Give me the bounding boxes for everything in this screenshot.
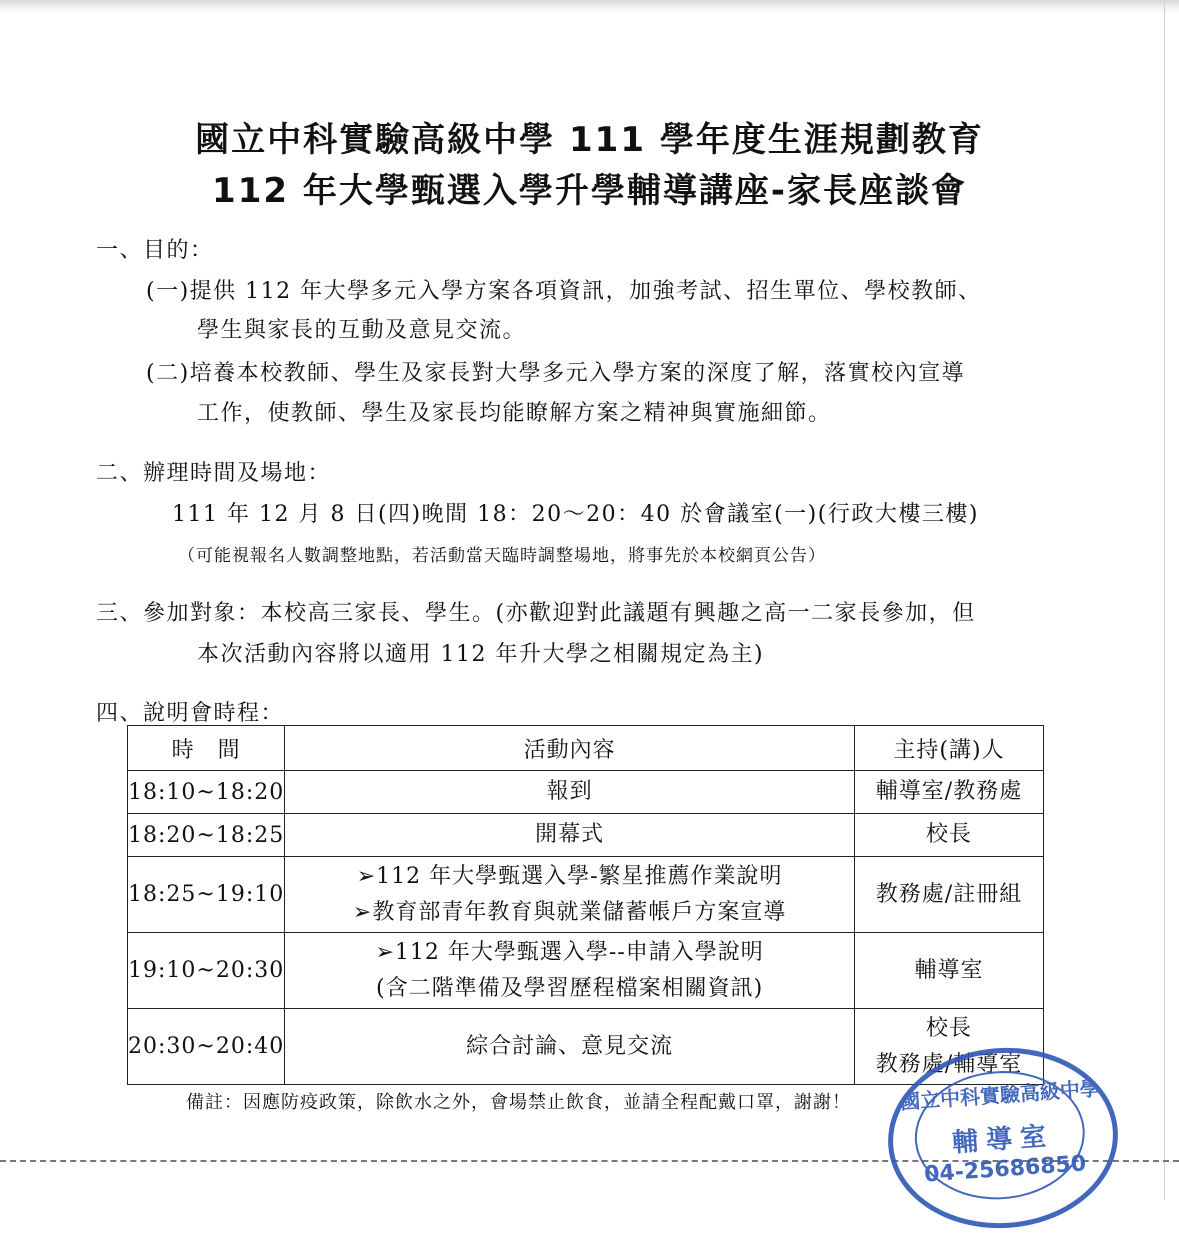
content-line: ➢教育部青年教育與就業儲蓄帳戶方案宣導 [352, 899, 787, 925]
section3-line1: 三、參加對象：本校高三家長、學生。(亦歡迎對此議題有興趣之高一二家長參加，但 [96, 601, 976, 626]
content-line: 綜合討論、意見交流 [466, 1033, 674, 1059]
stamp-org: 國立中科實驗高級中學 [899, 1076, 1101, 1115]
purpose-item1-line1: (一)提供 112 年大學多元入學方案各項資訊，加強考試、招生單位、學校教師、 [146, 279, 982, 304]
host-line: 校長 [925, 1015, 972, 1041]
content-line: (含二階準備及學習歷程檔案相關資訊) [376, 975, 764, 1001]
scan-edge [0, 0, 1179, 14]
row-content [285, 814, 855, 857]
row-host [855, 933, 1044, 1009]
host-line: 校長 [925, 822, 972, 847]
host-line: 輔導室 [914, 957, 984, 983]
row-host [855, 814, 1044, 857]
row-time: 18:10~18:20 [128, 771, 285, 814]
table-row [128, 771, 1044, 814]
row-content [285, 857, 855, 933]
section3-line2: 本次活動內容將以適用 112 年升大學之相關規定為主) [197, 642, 765, 667]
section2-heading: 二、辦理時間及場地： [96, 461, 332, 486]
header-host: 主持(講)人 [855, 726, 1044, 771]
host-line: 教務處/輔導室 [875, 1051, 1023, 1077]
section4-heading: 四、說明會時程： [96, 701, 285, 726]
row-time: 20:30~20:40 [128, 1009, 285, 1085]
event-datetime: 111 年 12 月 8 日(四)晚間 18：20～20：40 於會議室(一)(行政大樓三樓) [172, 502, 979, 527]
row-host [855, 857, 1044, 933]
remark-note: 備註：因應防疫政策，除飲水之外，會場禁止飲食，並請全程配戴口罩，謝謝！ [186, 1092, 851, 1113]
row-time: 18:25~19:10 [128, 857, 285, 933]
row-content [285, 933, 855, 1009]
header-time: 時 間 [128, 726, 285, 771]
table-row [128, 814, 1044, 857]
header-content: 活動內容 [285, 726, 855, 771]
document-title-line2: 112 年大學甄選入學升學輔導講座-家長座談會 [212, 171, 967, 211]
row-time: 19:10~20:30 [128, 933, 285, 1009]
schedule-table [127, 725, 1044, 1085]
purpose-item2-line2: 工作，使教師、學生及家長均能瞭解方案之精神與實施細節。 [197, 401, 832, 426]
row-time: 18:20~18:25 [128, 814, 285, 857]
purpose-item2-line1: (二)培養本校教師、學生及家長對大學多元入學方案的深度了解，落實校內宣導 [146, 361, 966, 386]
host-line: 輔導室/教務處 [875, 779, 1023, 804]
table-row [128, 1009, 1044, 1085]
document-title-line1: 國立中科實驗高級中學 111 學年度生涯規劃教育 [195, 120, 984, 160]
section1-heading: 一、目的： [96, 238, 214, 263]
stamp-dept: 輔導室 [951, 1121, 1056, 1159]
content-line: 開幕式 [535, 822, 605, 847]
stamp-phone: 04-25686850 [923, 1151, 1087, 1188]
venue-note: （可能視報名人數調整地點，若活動當天臨時調整場地，將事先於本校網頁公告） [178, 546, 826, 566]
row-content [285, 771, 855, 814]
table-row [128, 933, 1044, 1009]
content-line: 報到 [546, 779, 593, 804]
content-line: ➢112 年大學甄選入學-繁星推薦作業說明 [356, 863, 783, 889]
content-line: ➢112 年大學甄選入學--申請入學說明 [375, 939, 764, 965]
host-line: 教務處/註冊組 [875, 881, 1023, 907]
table-header-row [128, 726, 1044, 771]
row-content [285, 1009, 855, 1085]
table-row [128, 857, 1044, 933]
purpose-item1-line2: 學生與家長的互動及意見交流。 [197, 318, 527, 343]
row-host [855, 771, 1044, 814]
